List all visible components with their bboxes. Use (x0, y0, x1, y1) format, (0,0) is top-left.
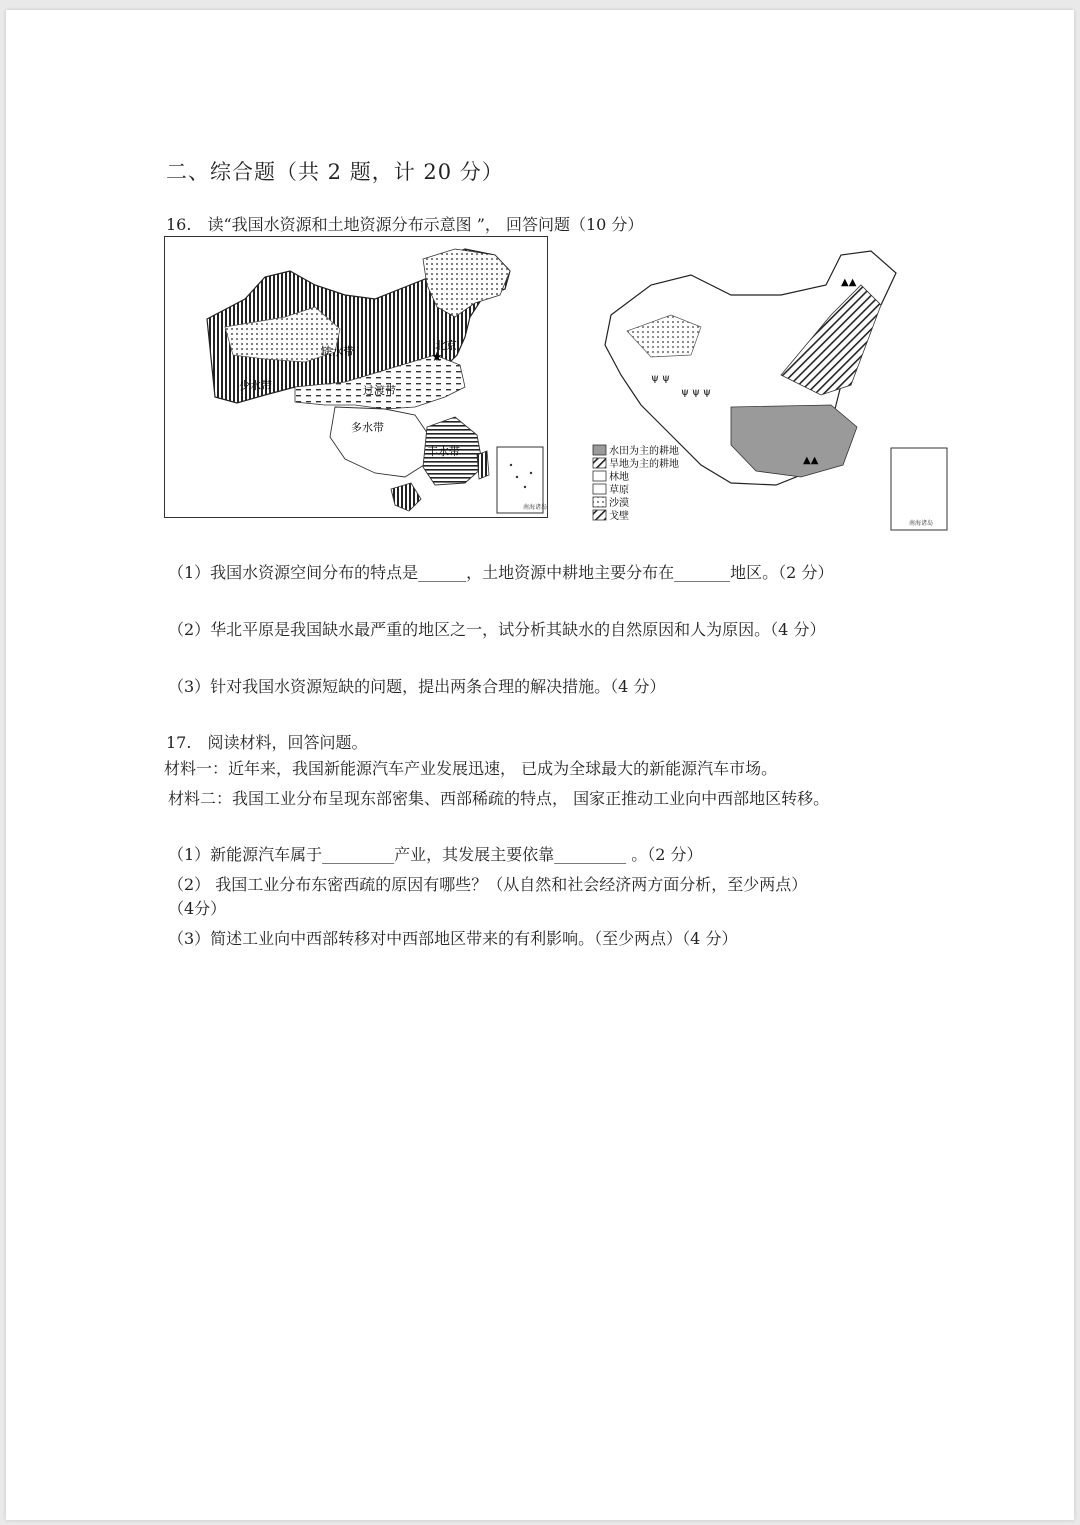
legend-grassland: 草原 (609, 485, 629, 496)
section-title: 二、综合题（共 2 题，计 20 分） (166, 160, 504, 184)
q17-item-3: （3）简述工业向中西部转移对中西部地区带来的有利影响。（至少两点）（4 分） (168, 929, 738, 948)
q17-item-2: （2） 我国工业分布东密西疏的原因有哪些？（从自然和社会经济两方面分析，至少两点） (168, 875, 808, 894)
legend-gobi: 戈壁 (609, 511, 629, 522)
land-resources-map (581, 245, 951, 533)
q17-item-1: （1）新能源汽车属于_________产业，其发展主要依靠_________ 。（2 分） (168, 845, 703, 864)
material-1: 材料一：近年来，我国新能源汽车产业发展迅速， 已成为全球最大的新能源汽车市场。 (164, 759, 778, 778)
svg-text:少水带: 少水带 (239, 379, 272, 392)
question-17-stem: 17. 阅读材料，回答问题。 (166, 733, 368, 752)
q16-item-3: （3）针对我国水资源短缺的问题，提出两条合理的解决措施。（4 分） (168, 677, 666, 696)
legend-forest: 林地 (609, 472, 629, 483)
svg-text:ψ ψ ψ: ψ ψ ψ (681, 387, 711, 398)
material-2: 材料二：我国工业分布呈现东部密集、西部稀疏的特点， 国家正推动工业向中西部地区转移。 (168, 789, 830, 808)
legend-desert: 沙漠 (609, 498, 629, 509)
exam-page (6, 10, 1074, 1520)
right-inset-label: 南海诸岛 (909, 520, 934, 527)
svg-text:▲▲: ▲▲ (803, 455, 819, 466)
svg-text:多水带: 多水带 (351, 421, 384, 434)
svg-text:缺水带: 缺水带 (321, 345, 354, 358)
svg-text:过渡带: 过渡带 (363, 384, 396, 397)
legend-paddy: 水田为主的耕地 (609, 446, 679, 457)
svg-text:ψ ψ: ψ ψ (651, 373, 670, 384)
q16-item-1: （1）我国水资源空间分布的特点是______，土地资源中耕地主要分布在_______地区。（2 分） (168, 563, 834, 582)
svg-text:▲▲: ▲▲ (841, 277, 857, 288)
q17-item-2-score: （4分） (168, 899, 227, 918)
left-inset-label: 南海诸岛 (523, 504, 547, 511)
legend-dryland: 旱地为主的耕地 (609, 459, 679, 470)
svg-text:★: ★ (431, 350, 443, 365)
water-resources-map (164, 236, 548, 518)
question-16-stem: 16. 读“我国水资源和土地资源分布示意图 ”， 回答问题（10 分） (166, 215, 644, 234)
q16-item-2: （2）华北平原是我国缺水最严重的地区之一，试分析其缺水的自然原因和人为原因。（4 分） (168, 620, 826, 639)
svg-text:北京: 北京 (435, 339, 457, 352)
svg-text:丰水带: 丰水带 (427, 445, 460, 458)
